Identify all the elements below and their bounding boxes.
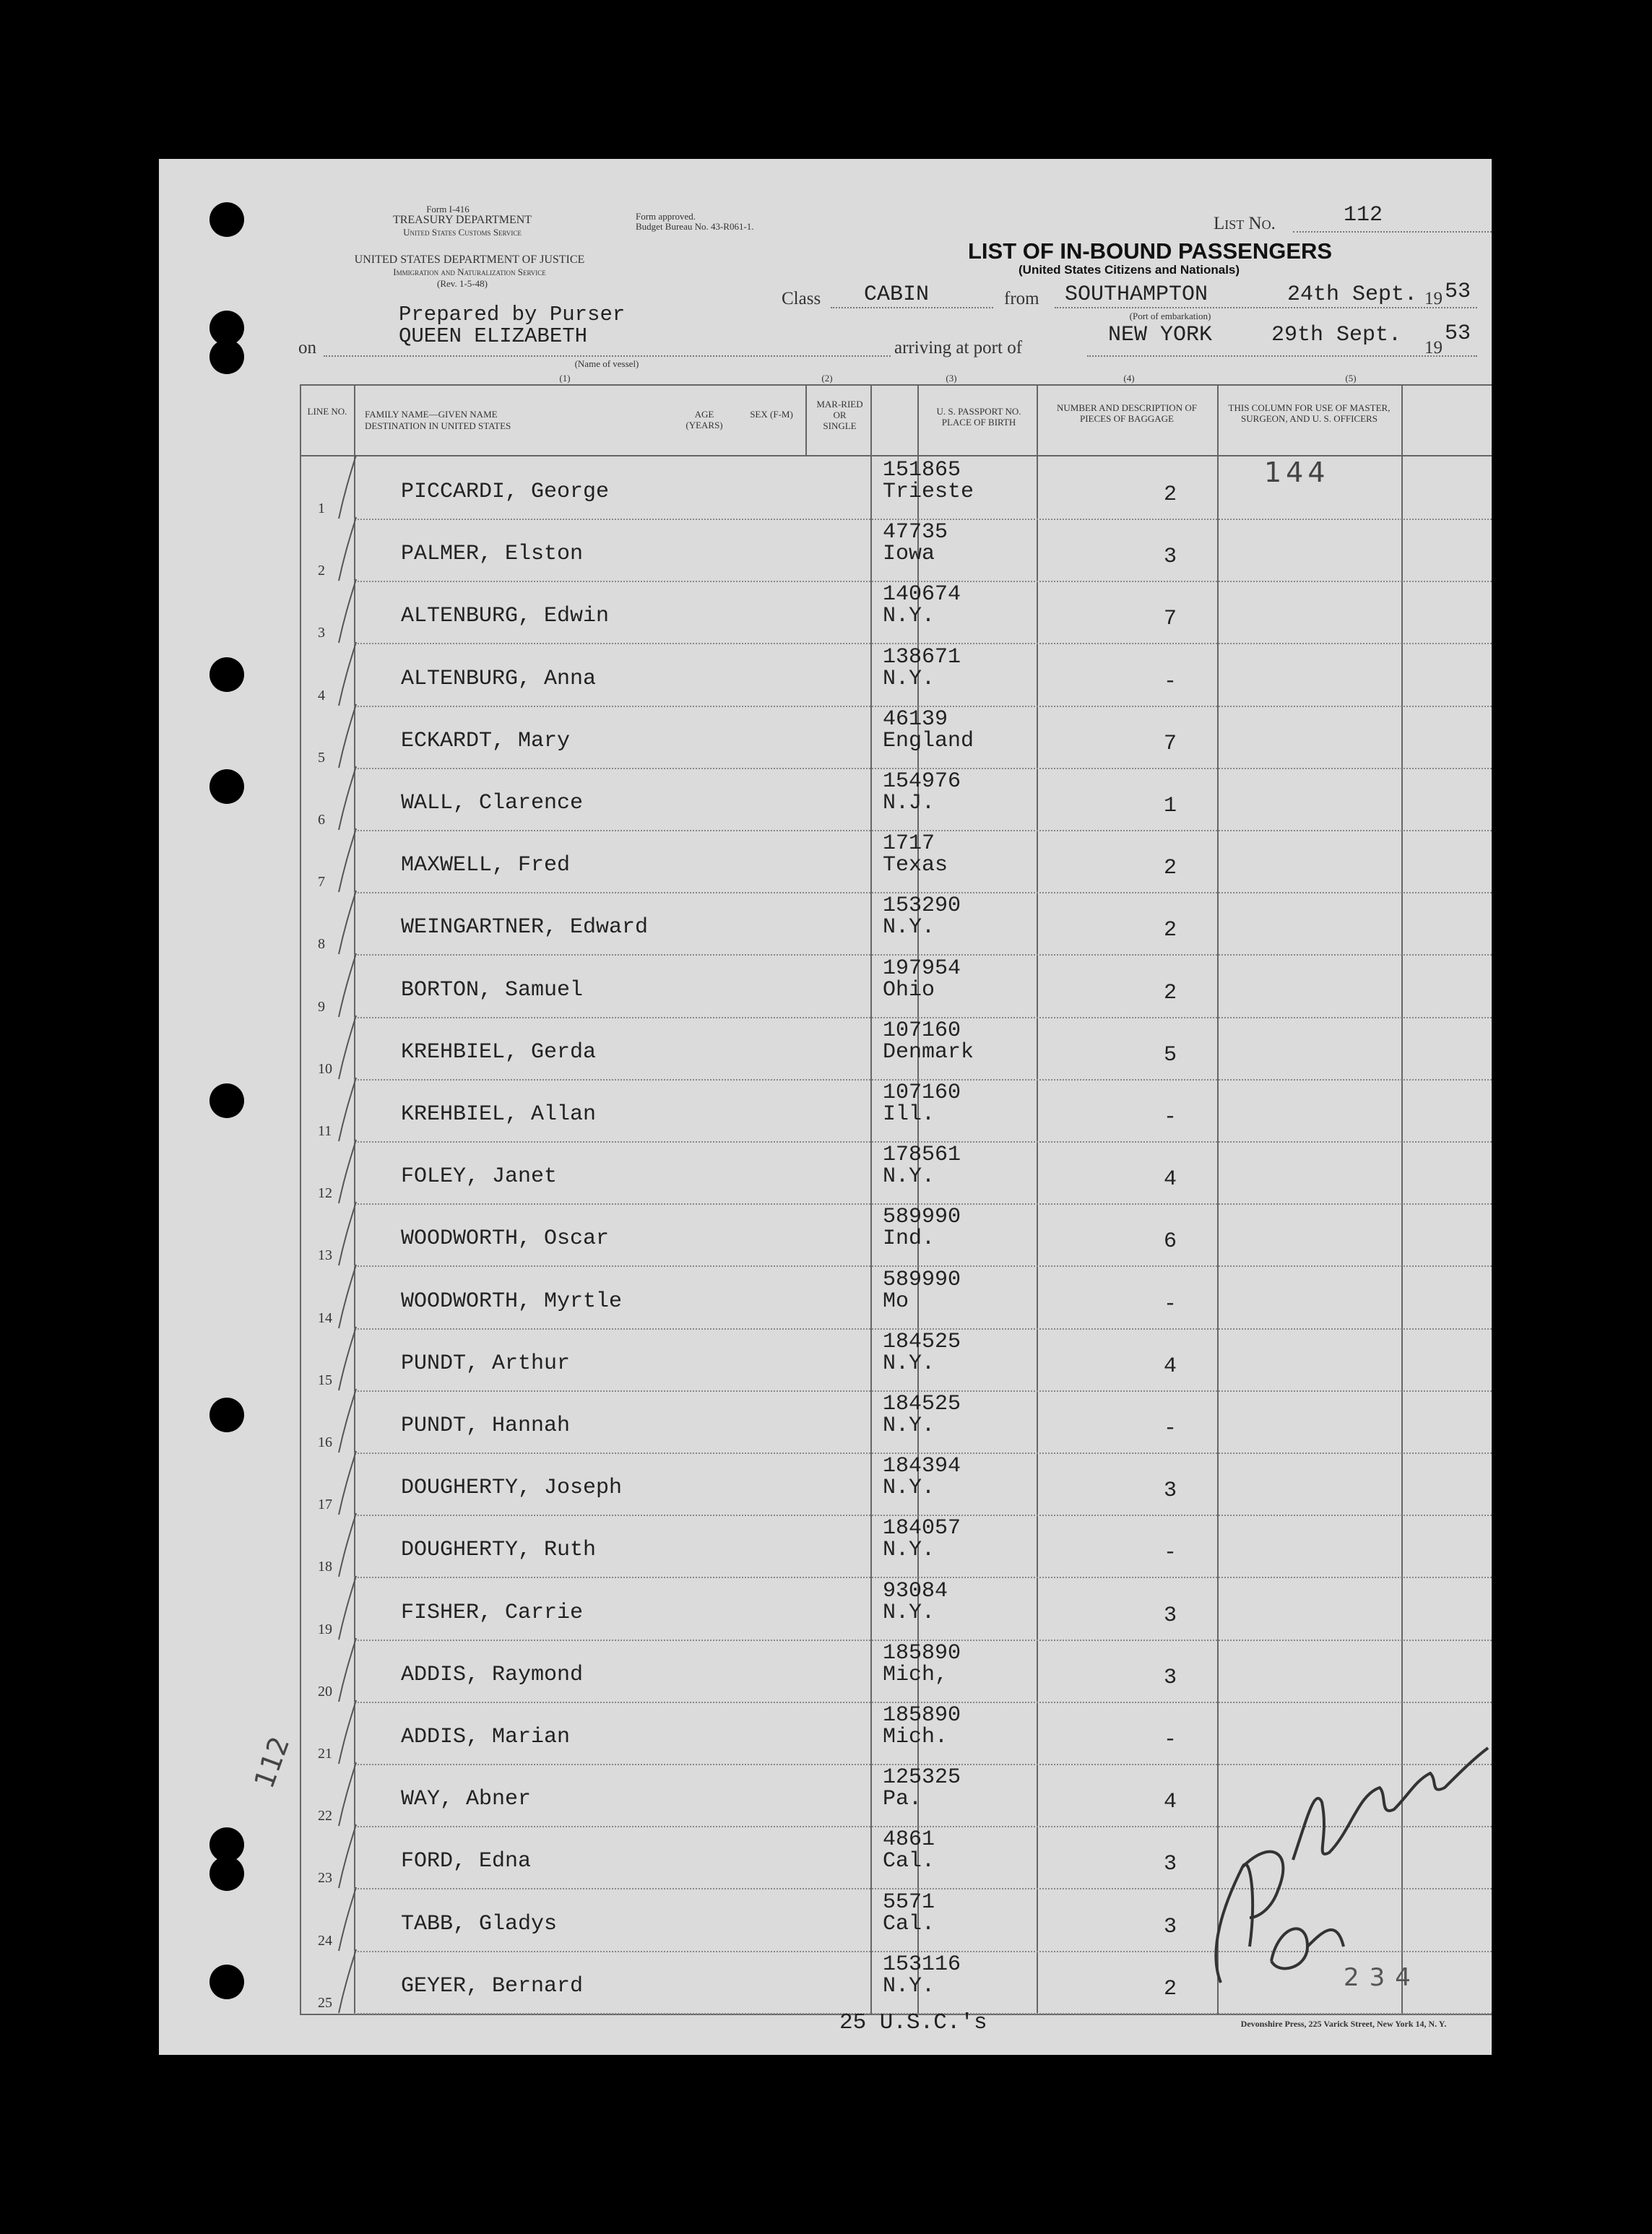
vessel-caption: (Name of vessel) <box>574 358 639 369</box>
total-us-citizens: 25 U.S.C.'s <box>839 2010 987 2035</box>
check-mark <box>334 1013 362 1082</box>
form-approval: Form approved. <box>636 211 696 222</box>
passenger-name: DOUGHERTY, Ruth <box>401 1538 597 1563</box>
line-number: 21 <box>318 1746 332 1762</box>
check-mark <box>334 1759 362 1829</box>
form-revision: (Rev. 1-5-48) <box>437 278 488 289</box>
check-mark <box>334 1137 362 1206</box>
passenger-name: FORD, Edna <box>401 1849 532 1874</box>
vessel-name: QUEEN ELIZABETH <box>399 324 588 348</box>
table-row <box>300 955 1492 1018</box>
passport-number: 5571 <box>883 1889 935 1915</box>
place-of-birth: Mich. <box>883 1725 948 1749</box>
header-sex: SEX (F-M) <box>750 409 793 420</box>
passport-number: 184525 <box>883 1329 961 1354</box>
check-mark <box>334 1448 362 1518</box>
place-of-birth: N.Y. <box>883 1538 935 1563</box>
table-row <box>300 1079 1492 1143</box>
passport-number: 153116 <box>883 1952 961 1977</box>
from-label: from <box>1004 289 1039 308</box>
passport-number: 185890 <box>883 1640 961 1666</box>
arrival-date: 29th Sept. <box>1271 323 1402 347</box>
place-of-birth: N.Y. <box>883 915 935 940</box>
class-line <box>831 307 993 308</box>
passport-number: 46139 <box>883 706 948 732</box>
passenger-name: BORTON, Samuel <box>401 977 584 1003</box>
passenger-name: ECKARDT, Mary <box>401 728 571 753</box>
passport-number: 185890 <box>883 1703 961 1728</box>
check-mark <box>334 1199 362 1268</box>
table-row <box>300 581 1492 644</box>
place-of-birth: Texas <box>883 853 948 878</box>
passport-number: 140674 <box>883 582 961 607</box>
on-label: on <box>298 338 316 358</box>
table-row <box>300 768 1492 831</box>
place-of-birth: Denmark <box>883 1039 974 1065</box>
passenger-name: KREHBIEL, Allan <box>401 1102 597 1127</box>
baggage-count: 2 <box>1163 856 1177 881</box>
line-number: 13 <box>318 1247 332 1264</box>
baggage-count: 2 <box>1163 918 1177 943</box>
place-of-birth: England <box>883 728 974 753</box>
passenger-name: WAY, Abner <box>401 1787 532 1812</box>
place-of-birth: N.Y. <box>883 604 935 629</box>
binder-hole <box>209 339 244 374</box>
passport-number: 153290 <box>883 893 961 919</box>
table-row <box>300 830 1492 893</box>
column-number: (4) <box>1123 373 1135 384</box>
line-number: 19 <box>318 1621 332 1637</box>
header-officers: THIS COLUMN FOR USE OF MASTER, SURGEON, AND U. S. OFFICERS <box>1228 402 1391 424</box>
check-mark <box>334 888 362 957</box>
column-rule <box>805 384 807 455</box>
line-number: 7 <box>318 874 325 891</box>
baggage-count: - <box>1163 1105 1177 1130</box>
arrival-port: NEW YORK <box>1108 323 1213 347</box>
baggage-count: 3 <box>1163 1914 1177 1939</box>
column-number: (5) <box>1345 373 1357 384</box>
margin-note: 112 <box>248 1732 296 1793</box>
line-number: 3 <box>318 625 325 641</box>
table-row <box>300 1141 1492 1205</box>
table-row <box>300 1017 1492 1081</box>
table-row <box>300 706 1492 769</box>
column-number: (1) <box>559 373 571 384</box>
table-row <box>300 519 1492 582</box>
officer-note: 144 <box>1264 456 1330 488</box>
passenger-name: PALMER, Elston <box>401 542 584 567</box>
department: TREASURY DEPARTMENT <box>392 214 532 226</box>
check-mark <box>334 1884 362 1954</box>
form-number: Form I-416 <box>426 204 470 215</box>
passport-number: 151865 <box>883 458 961 482</box>
passenger-name: ADDIS, Raymond <box>401 1662 584 1687</box>
binder-hole <box>209 202 244 237</box>
line-number: 10 <box>318 1060 332 1077</box>
check-mark <box>334 763 362 833</box>
place-of-birth: Mo <box>883 1289 909 1314</box>
departure-year: 53 <box>1445 280 1471 304</box>
place-of-birth: N.Y. <box>883 666 935 691</box>
passport-number: 184057 <box>883 1516 961 1541</box>
line-number: 8 <box>318 936 325 953</box>
check-mark <box>334 951 362 1020</box>
passport-number: 178561 <box>883 1143 961 1168</box>
arriving-label: arriving at port of <box>894 338 1023 358</box>
line-number: 14 <box>318 1309 332 1326</box>
line-number: 16 <box>318 1434 332 1450</box>
line-number: 17 <box>318 1497 332 1513</box>
place-of-birth: Pa. <box>883 1787 922 1812</box>
passport-number: 1717 <box>883 831 935 857</box>
baggage-count: 6 <box>1163 1229 1177 1255</box>
baggage-count: 3 <box>1163 1478 1177 1504</box>
form-subtitle: (United States Citizens and Nationals) <box>1019 263 1240 277</box>
line-number: 6 <box>318 812 325 828</box>
passenger-name: PICCARDI, George <box>401 480 610 504</box>
passport-number: 107160 <box>883 1018 961 1043</box>
place-of-birth: Ind. <box>883 1226 935 1252</box>
passport-number: 125325 <box>883 1765 961 1791</box>
from-line <box>1055 307 1477 308</box>
port-embarkation-caption: (Port of embarkation) <box>1129 311 1211 321</box>
check-mark <box>334 826 362 895</box>
line-number: 25 <box>318 1994 332 2011</box>
list-no: 112 <box>1344 203 1383 228</box>
line-number: 15 <box>318 1372 332 1388</box>
check-mark <box>334 576 362 646</box>
line-number: 18 <box>318 1559 332 1575</box>
line-number: 9 <box>318 998 325 1015</box>
list-no-label: List No. <box>1214 214 1276 233</box>
list-no-line <box>1293 231 1492 233</box>
passport-number: 184394 <box>883 1454 961 1479</box>
baggage-count: 5 <box>1163 1042 1177 1068</box>
table-row <box>300 1390 1492 1454</box>
passenger-name: WEINGARTNER, Edward <box>401 915 649 940</box>
arrival-year: 53 <box>1445 321 1471 346</box>
baggage-count: - <box>1163 669 1177 694</box>
check-mark <box>334 1324 362 1393</box>
passenger-name: KREHBIEL, Gerda <box>401 1039 597 1065</box>
passport-number: 589990 <box>883 1205 961 1230</box>
place-of-birth: N.Y. <box>883 1351 935 1376</box>
place-of-birth: Mich, <box>883 1662 948 1687</box>
passport-number: 138671 <box>883 644 961 670</box>
form-title: LIST OF IN-BOUND PASSENGERS <box>968 238 1333 264</box>
place-of-birth: Ill. <box>883 1102 935 1127</box>
passenger-name: WOODWORTH, Oscar <box>401 1226 610 1252</box>
baggage-count: 3 <box>1163 545 1177 570</box>
passport-number: 589990 <box>883 1267 961 1292</box>
check-mark <box>334 514 362 584</box>
baggage-count: 2 <box>1163 980 1177 1005</box>
check-mark <box>334 1697 362 1767</box>
line-number: 22 <box>318 1808 332 1824</box>
binder-hole <box>209 1083 244 1118</box>
passenger-name: FISHER, Carrie <box>401 1600 584 1625</box>
class-label: Class <box>782 289 821 308</box>
header-destination: DESTINATION IN UNITED STATES <box>365 420 511 431</box>
check-mark <box>334 1947 362 2016</box>
check-mark <box>334 1635 362 1705</box>
stamp-note: 234 <box>1344 1963 1421 1992</box>
passenger-name: GEYER, Bernard <box>401 1973 584 1999</box>
arrival-year-prefix: 19 <box>1424 338 1443 358</box>
line-number: 11 <box>318 1123 332 1139</box>
line-number: 5 <box>318 749 325 766</box>
place-of-birth: N.Y. <box>883 1413 935 1438</box>
place-of-birth: Cal. <box>883 1911 935 1936</box>
place-of-birth: Iowa <box>883 542 935 567</box>
line-number: 1 <box>318 501 325 516</box>
table-top-rule <box>300 384 1492 386</box>
binder-hole <box>209 1856 244 1891</box>
passport-number: 184525 <box>883 1392 961 1416</box>
passport-number: 47735 <box>883 520 948 545</box>
printer-imprint: Devonshire Press, 225 Varick Street, New York 14, N. Y. <box>1240 2019 1447 2029</box>
passenger-name: WOODWORTH, Myrtle <box>401 1289 623 1314</box>
binder-hole <box>209 1965 244 1999</box>
passport-number: 197954 <box>883 956 961 981</box>
justice-department: UNITED STATES DEPARTMENT OF JUSTICE <box>354 254 585 266</box>
table-row <box>300 1266 1492 1330</box>
check-mark <box>334 1075 362 1144</box>
customs-service: United States Customs Service <box>403 227 522 238</box>
line-number: 20 <box>318 1683 332 1700</box>
ins-service: Immigration and Naturalization Service <box>393 267 546 277</box>
passenger-name: PUNDT, Arthur <box>401 1351 571 1376</box>
passport-number: 107160 <box>883 1081 961 1105</box>
passport-number: 93084 <box>883 1578 948 1603</box>
header-age: AGE (YEARS) <box>686 409 723 430</box>
passenger-name: TABB, Gladys <box>401 1911 558 1936</box>
check-mark <box>334 452 362 521</box>
binder-hole <box>209 1398 244 1432</box>
baggage-count: 4 <box>1163 1167 1177 1192</box>
check-mark <box>334 1510 362 1580</box>
baggage-count: 3 <box>1163 1665 1177 1690</box>
passenger-name: PUNDT, Hannah <box>401 1413 571 1438</box>
baggage-count: 7 <box>1163 731 1177 756</box>
arrival-line <box>1087 355 1477 357</box>
passenger-name: ALTENBURG, Edwin <box>401 604 610 629</box>
line-number: 24 <box>318 1932 332 1949</box>
passenger-name: ALTENBURG, Anna <box>401 666 597 691</box>
baggage-count: - <box>1163 1416 1177 1441</box>
check-mark <box>334 701 362 771</box>
baggage-count: 2 <box>1163 482 1177 507</box>
table-row <box>300 1577 1492 1641</box>
table-row <box>300 1452 1492 1516</box>
budget-bureau: Budget Bureau No. 43-R061-1. <box>636 221 754 232</box>
place-of-birth: Cal. <box>883 1849 935 1874</box>
departure-date: 24th Sept. <box>1287 282 1418 307</box>
departure-year-prefix: 19 <box>1424 289 1443 308</box>
place-of-birth: N.Y. <box>883 1973 935 1999</box>
line-number: 2 <box>318 563 325 579</box>
class-value: CABIN <box>864 282 930 307</box>
table-row <box>300 1640 1492 1703</box>
place-of-birth: N.Y. <box>883 1476 935 1501</box>
place-of-birth: Ohio <box>883 977 935 1003</box>
baggage-count: - <box>1163 1541 1177 1566</box>
header-passport: U. S. PASSPORT NO. PLACE OF BIRTH <box>936 406 1021 428</box>
passenger-name: DOUGHERTY, Joseph <box>401 1476 623 1501</box>
header-name: FAMILY NAME—GIVEN NAME <box>365 409 498 420</box>
line-number: 23 <box>318 1870 332 1887</box>
passenger-name: FOLEY, Janet <box>401 1164 558 1190</box>
header-married: MAR-RIED OR SINGLE <box>816 399 863 431</box>
place-of-birth: N.J. <box>883 791 935 815</box>
table-row <box>300 892 1492 956</box>
baggage-count: 3 <box>1163 1603 1177 1628</box>
column-number: (3) <box>946 373 957 384</box>
baggage-count: 3 <box>1163 1852 1177 1877</box>
header-baggage: NUMBER AND DESCRIPTION OF PIECES OF BAGGAGE <box>1057 402 1197 424</box>
table-row <box>300 456 1492 520</box>
check-mark <box>334 1822 362 1891</box>
from-value: SOUTHAMPTON <box>1065 282 1208 307</box>
passenger-name: MAXWELL, Fred <box>401 853 571 878</box>
place-of-birth: N.Y. <box>883 1164 935 1190</box>
vessel-line <box>324 355 891 357</box>
baggage-count: - <box>1163 1291 1177 1317</box>
line-number: 12 <box>318 1185 332 1202</box>
baggage-count: 1 <box>1163 794 1177 818</box>
binder-hole <box>209 657 244 692</box>
check-mark <box>334 1262 362 1331</box>
place-of-birth: N.Y. <box>883 1600 935 1625</box>
baggage-count: 4 <box>1163 1354 1177 1379</box>
table-row <box>300 1328 1492 1392</box>
passenger-name: WALL, Clarence <box>401 791 584 815</box>
column-number: (2) <box>821 373 833 384</box>
officer-signature <box>1199 1730 1495 1997</box>
passenger-name: ADDIS, Marian <box>401 1725 571 1749</box>
place-of-birth: Trieste <box>883 480 974 504</box>
table-row <box>300 1203 1492 1267</box>
table-row <box>300 644 1492 707</box>
check-mark <box>334 639 362 709</box>
header-line-no: LINE NO. <box>307 406 347 417</box>
check-mark <box>334 1573 362 1642</box>
baggage-count: 2 <box>1163 1976 1177 2001</box>
passport-number: 154976 <box>883 769 961 794</box>
line-number: 4 <box>318 687 325 703</box>
baggage-count: 7 <box>1163 607 1177 632</box>
binder-hole <box>209 769 244 804</box>
prepared-by: Prepared by Purser <box>399 303 626 326</box>
check-mark <box>334 1386 362 1455</box>
passport-number: 4861 <box>883 1827 935 1853</box>
baggage-count: 4 <box>1163 1790 1177 1815</box>
table-row <box>300 1515 1492 1578</box>
baggage-count: - <box>1163 1728 1177 1752</box>
